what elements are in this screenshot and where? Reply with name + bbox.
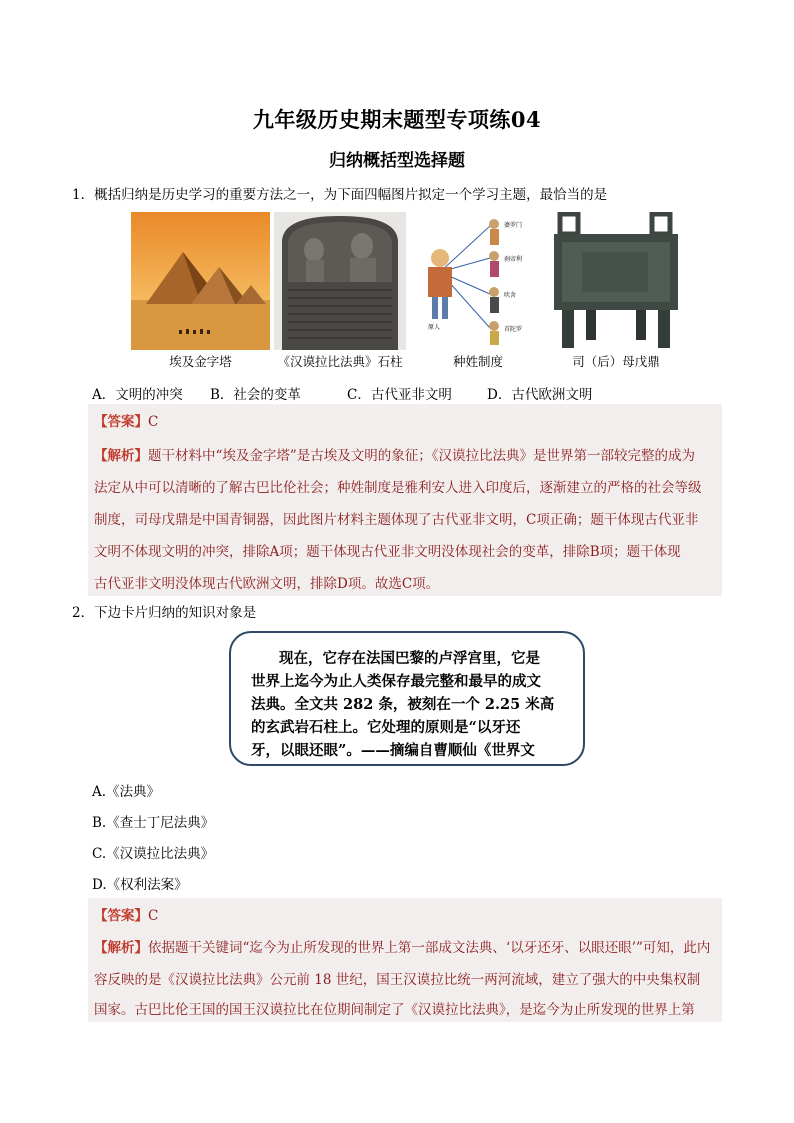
q1-answer-tag: 【答案】 xyxy=(94,414,148,430)
q1-option-d[interactable]: D．古代欧洲文明 xyxy=(487,387,593,403)
q1-option-c[interactable]: C．古代亚非文明 xyxy=(347,387,452,403)
card-line-3: 法典。全文共 282 条，被刻在一个 2.25 米高 xyxy=(251,696,555,713)
q2-answer-value: C xyxy=(148,908,159,924)
hammurabi-stele-image xyxy=(274,212,406,350)
caption-pyramids: 埃及金字塔 xyxy=(169,354,232,369)
q2-option-d[interactable]: D.《权利法案》 xyxy=(92,877,188,893)
card-line-5: 牙，以眼还眼”。——摘编自曹顺仙《世界文 xyxy=(251,742,535,759)
question-1-stem: 1．概括归纳是历史学习的重要方法之一，为下面四幅图片拟定一个学习主题，最恰当的是 xyxy=(72,187,608,203)
q1-option-a[interactable]: A．文明的冲突 xyxy=(92,387,183,403)
q2-analysis-tag: 【解析】 xyxy=(94,940,148,956)
q2-answer-tag: 【答案】 xyxy=(94,908,148,924)
page-title: 九年级历史期末题型专项练04 xyxy=(252,107,542,132)
q1-answer-box xyxy=(88,404,722,596)
caption-ding: 司（后）母戊鼎 xyxy=(572,354,660,369)
q1-analysis-line-3: 制度，司母戊鼎是中国青铜器，因此图片材料主题体现了古代亚非文明，C项正确；题干体现古代亚非 xyxy=(94,512,699,528)
caste-label-brahmin: 婆罗门 xyxy=(504,222,523,229)
card-line-1: 现在，它存在法国巴黎的卢浮宫里，它是 xyxy=(279,650,540,667)
q1-analysis-line-4: 文明不体现文明的冲突，排除A项；题干体现古代亚非文明没体现社会的变革，排除B项；题干体现 xyxy=(94,544,681,560)
q2-option-b[interactable]: B.《查士丁尼法典》 xyxy=(92,815,215,831)
q1-option-b[interactable]: B．社会的变革 xyxy=(210,387,301,403)
bronze-ding-image xyxy=(548,212,684,350)
caste-label-shudra: 首陀罗 xyxy=(504,326,523,333)
card-line-2: 世界上迄今为止人类保存最完整和最早的成文 xyxy=(251,673,541,690)
q1-analysis-tag: 【解析】 xyxy=(94,448,148,464)
pyramids-image xyxy=(131,212,270,350)
q2-analysis-line-2: 容反映的是《汉谟拉比法典》公元前 18 世纪，国王汉谟拉比统一两河流域，建立了强大的中央集权制 xyxy=(94,972,701,988)
caption-caste: 种姓制度 xyxy=(452,354,503,369)
caste-system-image xyxy=(412,212,544,350)
q2-analysis-text-1: 依据题干关键词“迄今为止所发现的世界上第一部成文法典、‘以牙还牙、以眼还眼’”可知，此内 xyxy=(148,940,711,956)
knowledge-card xyxy=(229,631,585,766)
q1-answer xyxy=(94,410,158,430)
q1-analysis-line-5: 古代亚非文明没体现古代欧洲文明，排除D项。故选C项。 xyxy=(94,576,440,592)
q2-analysis-line-1 xyxy=(94,936,710,956)
q1-answer-value: C xyxy=(148,414,159,430)
card-line-4: 的玄武岩石柱上。它处理的原则是“以牙还 xyxy=(251,719,521,736)
q2-option-c[interactable]: C.《汉谟拉比法典》 xyxy=(92,846,215,862)
caste-label-origin: 原人 xyxy=(428,324,441,331)
q1-analysis-line-1 xyxy=(94,444,695,464)
q2-analysis-line-3: 国家。古巴比伦王国的国王汉谟拉比在位期间制定了《汉谟拉比法典》，是迄今为止所发现的世界上第 xyxy=(94,1002,695,1018)
q2-answer xyxy=(94,904,158,924)
q1-analysis-line-2: 法定从中可以清晰的了解古巴比伦社会；种姓制度是雅利安人进入印度后，逐渐建立的严格的社会等级 xyxy=(94,480,702,496)
caption-hammurabi: 《汉谟拉比法典》石柱 xyxy=(277,354,403,369)
q2-option-a[interactable]: A.《法典》 xyxy=(92,784,161,800)
caste-label-vaishya: 吠舍 xyxy=(504,292,517,299)
page-subtitle: 归纳概括型选择题 xyxy=(329,151,465,171)
caste-label-kshatriya: 刹帝利 xyxy=(504,256,523,263)
question-2-stem: 2．下边卡片归纳的知识对象是 xyxy=(72,605,257,621)
q1-analysis-text-1: 题干材料中“埃及金字塔”是古埃及文明的象征；《汉谟拉比法典》是世界第一部较完整的成为 xyxy=(148,448,696,464)
q2-answer-box xyxy=(88,898,722,1022)
